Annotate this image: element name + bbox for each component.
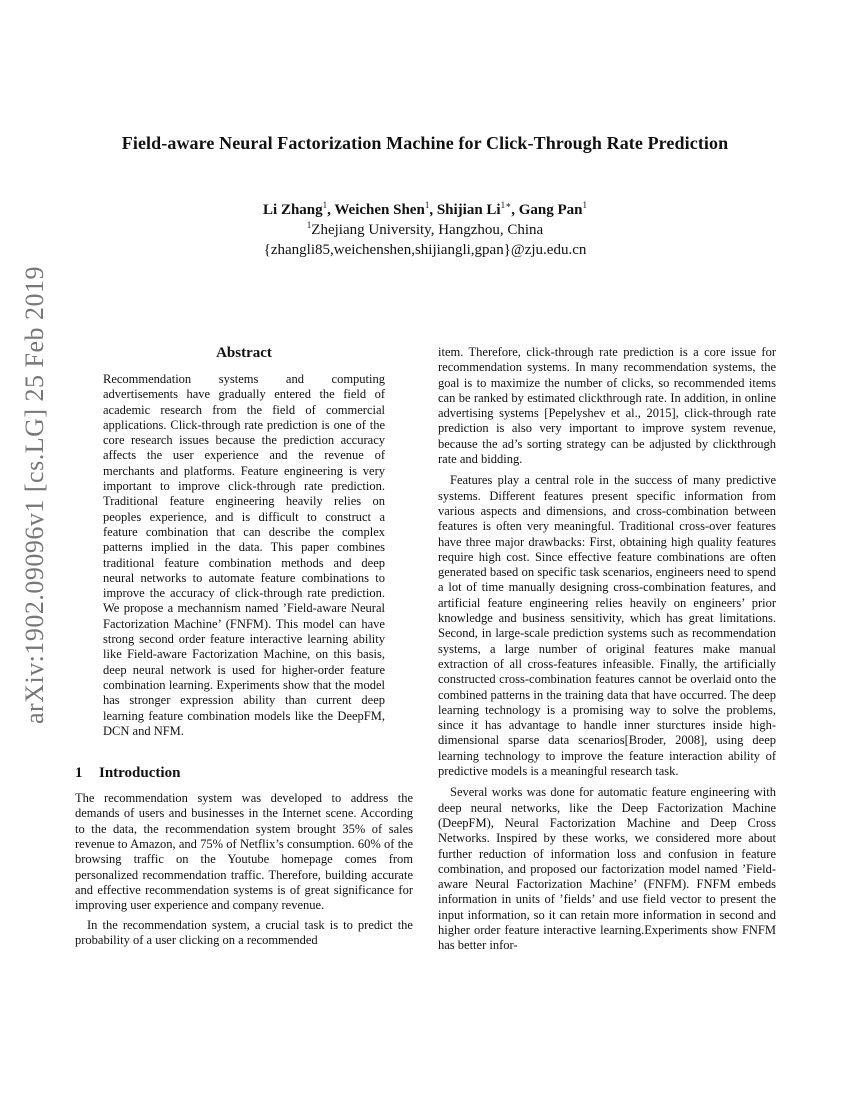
body-paragraph: Several works was done for automatic feature engineering with deep neural networks, like the Deep Factorization Machine (DeepFM), Neural Factorization Machine and Deep Cross Networks. Inspired by these works, we considered more about further reduction of information loss and confusion in feature combination, and proposed our factorization model named ’Field-aware Neural Factorization Machine’ (FNFM). FNFM embeds information in units of ’fields’ and use field vector to present the input information, so it can retain more information in second and higher order feature interactive learning.Experiments show FNFM has better infor- bbox=[438, 785, 776, 953]
author-name: Li Zhang bbox=[263, 202, 323, 218]
affiliation-mark: 1 bbox=[306, 220, 312, 230]
author-affil-mark: 1 bbox=[582, 200, 587, 210]
affiliation bbox=[0, 222, 850, 239]
author-affil-mark: 1∗ bbox=[500, 200, 512, 210]
author-affil-mark: 1 bbox=[424, 200, 430, 210]
section-title: Introduction bbox=[99, 765, 181, 782]
author-affil-mark: 1 bbox=[322, 200, 328, 210]
abstract-heading: Abstract bbox=[216, 345, 272, 361]
author-name: Shijian Li bbox=[436, 202, 501, 218]
arxiv-stamp bbox=[20, 265, 50, 725]
body-paragraph: Features play a central role in the success of many predictive systems. Different features present specific information from various aspects and dimensions, and cross-combination between features is often very meaningful. Traditional cross-over features have three major drawbacks: First, obtaining high quality features require high cost. Since effective feature combinations are often generated based on specific task scenarios, engineers need to spend a lot of time manually designing cross-combination features, and artificial feature engineering relies heavily on engineers’ prior knowledge and business sensitivity, which has great limitations. Second, in large-scale prediction systems such as recommendation systems, a large number of original features make manual extraction of all cross-features infeasible. Finally, the artificially constructed cross-combination features cannot be overlaid onto the combined patterns in the training data that have occurred. The deep learning technology is a promising way to solve the problems, since it has advantage to handle inner sturctures inside high-dimensional sparse data scenarios[Broder, 2008], using deep learning technology to improve the feature interaction ability of predictive models is a meaningful research task. bbox=[438, 473, 776, 779]
author-emails: {zhangli85,weichenshen,shijiangli,gpan}@zju.edu.cn bbox=[263, 242, 587, 258]
body-paragraph: item. Therefore, click-through rate prediction is a core issue for recommendation systems. In many recommendation systems, the goal is to maximize the number of clicks, so recommended items can be ranked by estimated clickthrough rate. In addition, in online advertising systems [Pepelyshev et al., 2015], click-through rate prediction is also very important to improve system revenue, because the ad’s sorting strategy can be adjusted by clickthrough rate and bidding. bbox=[438, 345, 776, 467]
body-paragraph: In the recommendation system, a crucial task is to predict the probability of a user clicking on a recommended bbox=[75, 917, 413, 947]
right-column bbox=[438, 345, 776, 954]
section-heading bbox=[75, 765, 413, 782]
section-number: 1 bbox=[75, 765, 83, 782]
body-paragraph: The recommendation system was developed to address the demands of users and businesses in the Internet scene. According to the data, the recommendation system brought 35% of sales revenue to Amazon, and 75% of Netflix’s consumption. 60% of the browsing traffic on the Youtube homepage comes from personalized recommendation traffic. Therefore, building accurate and effective recommendation systems is of great significance for improving user experience and company revenue. bbox=[75, 791, 413, 913]
author-separator: , bbox=[429, 202, 437, 218]
author-name: Gang Pan bbox=[518, 202, 583, 218]
author-list bbox=[0, 202, 850, 219]
author-separator: , bbox=[511, 202, 519, 218]
author-name: Weichen Shen bbox=[334, 202, 425, 218]
paper-title: Field-aware Neural Factorization Machine for Click-Through Rate Prediction bbox=[121, 133, 729, 153]
affiliation-text: Zhejiang University, Hangzhou, China bbox=[311, 222, 544, 238]
abstract-text: Recommendation systems and computing advertisements have gradually entered the field of academic research from the field of commercial applications. Click-through rate prediction is one of the core research issues because the prediction accuracy affects the user experience and the revenue of merchants and platforms. Feature engineering is very important to improve click-through rate prediction. Traditional feature engineering heavily relies on peoples experience, and is difficult to construct a feature combination that can describe the complex patterns implied in the data. This paper combines traditional feature combination methods and deep neural networks to automate feature combinations to improve the accuracy of click-through rate prediction. We propose a mechannism named ’Field-aware Neural Factorization Machine’ (FNFM). This model can have strong second order feature interactive learning ability like Field-aware Factorization Machine, on this basis, deep neural network is used for higher-order feature combination learning. Experiments show that the model has stronger expression ability than current deep learning feature combination models like the DeepFM, DCN and NFM. bbox=[103, 372, 385, 738]
left-column bbox=[75, 345, 413, 948]
author-separator: , bbox=[327, 202, 335, 218]
arxiv-stamp-text: arXiv:1902.09096v1 [cs.LG] 25 Feb 2019 bbox=[20, 265, 49, 725]
